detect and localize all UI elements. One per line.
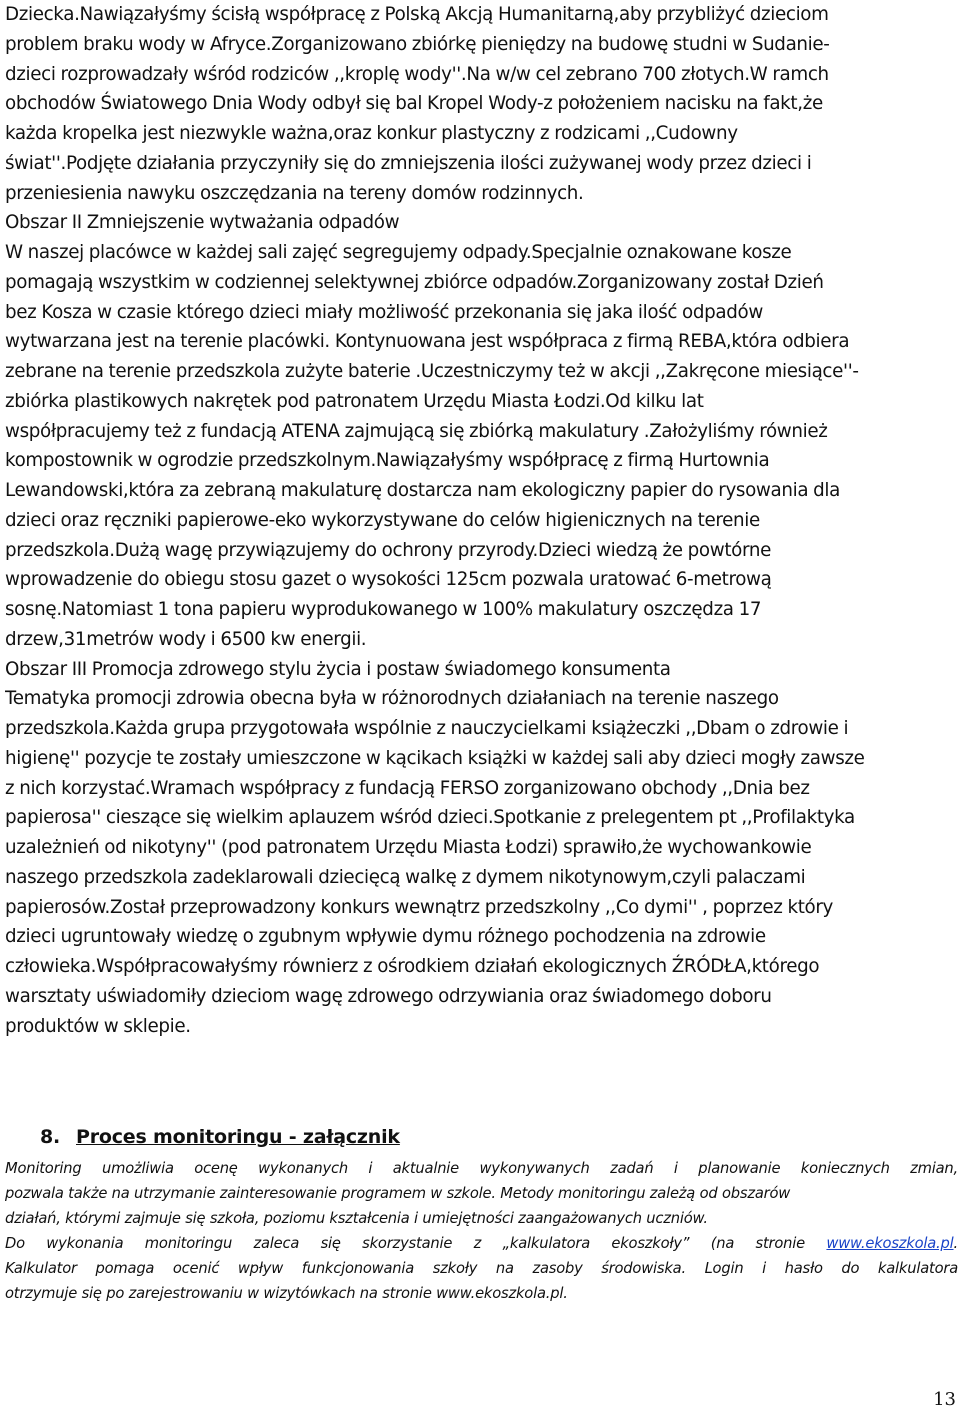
- section-heading: [40, 1126, 400, 1148]
- monitoring-line: [5, 1231, 958, 1256]
- body-line: każda kropelka jest niezwykle ważna,oraz konkur plastyczny z rodzicami ,,Cudowny: [5, 123, 738, 144]
- body-line: z nich korzystać.Wramach współpracy z fundacją FERSO zorganizowano obchody ,,Dnia bez: [5, 777, 810, 799]
- monitoring-text: Do wykonania monitoringu zaleca się skorzystanie z „kalkulatora ekoszkoły” (na stronie: [5, 1235, 827, 1253]
- body-line: dzieci ugruntowały wiedzę o zgubnym wpływie dymu różnego pochodzenia na zdrowie: [5, 926, 766, 948]
- body-line: bez Kosza w czasie którego dzieci miały możliwość przekonania się jaka ilość odpadów: [5, 301, 763, 323]
- body-line: sosnę.Natomiast 1 tona papieru wyprodukowanego w 100% makulatury oszczędza 17: [5, 599, 762, 620]
- body-line: zbiórka plastikowych nakrętek pod patronatem Urzędu Miasta Łodzi.Od kilku lat: [5, 390, 704, 412]
- body-line: Lewandowski,która za zebraną makulaturę dostarcza nam ekologiczny papier do rysowania dla: [5, 480, 840, 501]
- body-line: świat''.Podjęte działania przyczyniły się do zmniejszenia ilości zużywanej wody przez dzieci i: [5, 152, 812, 174]
- body-text: [5, 0, 955, 1041]
- body-line: współpracujemy też z fundacją ATENA zajmującą się zbiórką makulatury .Założyliśmy również: [5, 420, 828, 442]
- body-line: obchodów Światowego Dnia Wody odbył się bal Kropel Wody-z położeniem nacisku na fakt,że: [5, 93, 823, 115]
- ekoszkola-link[interactable]: www.ekoszkola.pl: [826, 1235, 954, 1253]
- monitoring-paragraph: [5, 1156, 958, 1307]
- body-line: kompostownik w ogrodzie przedszkolnym.Nawiązałyśmy współpracę z firmą Hurtownia: [5, 450, 770, 472]
- body-line: papierosa'' cieszące się wielkim aplauzem wśród dzieci.Spotkanie z prelegentem pt ,,Profilaktyka: [5, 807, 855, 829]
- body-line: wprowadzenie do obiegu stosu gazet o wysokości 125cm pozwala uratować 6-metrową: [5, 569, 772, 591]
- monitoring-line: pozwala także na utrzymanie zainteresowanie programem w szkole. Metody monitoringu zależą od obszarów: [5, 1185, 791, 1203]
- page-number: 13: [933, 1389, 956, 1410]
- body-line: wytwarzana jest na terenie placówki. Kontynuowana jest współpraca z firmą REBA,która odbiera: [5, 331, 850, 353]
- monitoring-line: Monitoring umożliwia ocenę wykonanych i aktualnie wykonywanych zadań i planowanie koniecznych zmian,: [5, 1160, 958, 1177]
- body-line: pomagają wszystkim w codziennej selektywnej zbiórce odpadów.Zorganizowany został Dzień: [5, 271, 824, 293]
- body-line: problem braku wody w Afryce.Zorganizowano zbiórkę pieniędzy na budowę studni w Sudanie-: [5, 33, 830, 55]
- body-line: naszego przedszkola zadeklarowali dziecięcą walkę z dymem nikotynowym,czyli palaczami: [5, 866, 806, 888]
- body-line: warsztaty uświadomiły dzieciom wagę zdrowego odrzywiania oraz świadomego doboru: [5, 985, 772, 1007]
- monitoring-line: otrzymuje się po zarejestrowaniu w wizytówkach na stronie www.ekoszkola.pl.: [5, 1285, 568, 1303]
- body-line: przeniesienia nawyku oszczędzania na tereny domów rodzinnych.: [5, 182, 584, 204]
- body-line: zebrane na terenie przedszkola zużyte baterie .Uczestniczymy też w akcji ,,Zakręcone miesiące''-: [5, 361, 859, 382]
- body-line: drzew,31metrów wody i 6500 kw energii.: [5, 628, 367, 650]
- body-line: przedszkola.Każda grupa przygotowała wspólnie z nauczycielkami książeczki ,,Dbam o zdrowie i: [5, 718, 849, 739]
- body-line: uzależnień od nikotyny'' (pod patronatem Urzędu Miasta Łodzi) sprawiło,że wychowankowie: [5, 837, 812, 858]
- body-line: Obszar III Promocja zdrowego stylu życia i postaw świadomego konsumenta: [5, 658, 671, 680]
- body-line: higienę'' pozycje te zostały umieszczone w kącikach książki w każdej sali aby dzieci mogły zawsze: [5, 747, 865, 769]
- section-title: Proces monitoringu - załącznik: [76, 1126, 400, 1148]
- body-line: Obszar II Zmniejszenie wytważania odpadów: [5, 212, 400, 234]
- body-line: Tematyka promocji zdrowia obecna była w różnorodnych działaniach na terenie naszego: [5, 688, 779, 710]
- body-line: przedszkola.Dużą wagę przywiązujemy do ochrony przyrody.Dzieci wiedzą że powtórne: [5, 539, 771, 561]
- body-line: produktów w sklepie.: [5, 1015, 191, 1037]
- monitoring-line: Kalkulator pomaga ocenić wpływ funkcjonowania szkoły na zasoby środowiska. Login i hasło do kalkulatora: [5, 1260, 958, 1278]
- body-line: W naszej placówce w każdej sali zajęć segregujemy odpady.Specjalnie oznakowane kosze: [5, 242, 792, 263]
- body-line: człowieka.Współpracowałyśmy równierz z ośrodkiem działań ekologicznych ŹRÓDŁA,którego: [5, 956, 820, 977]
- monitoring-text: .: [953, 1235, 958, 1253]
- section-number: 8.: [40, 1126, 61, 1148]
- body-line: dzieci rozprowadzały wśród rodziców ,,kroplę wody''.Na w/w cel zebrano 700 złotych.W ramch: [5, 63, 829, 85]
- body-line: papierosów.Został przeprowadzony konkurs wewnątrz przedszkolny ,,Co dymi'' , poprzez który: [5, 896, 833, 918]
- body-line: Dziecka.Nawiązałyśmy ścisłą współpracę z Polską Akcją Humanitarną,aby przybliżyć dzieciom: [5, 4, 829, 25]
- monitoring-line: działań, którymi zajmuje się szkoła, poziomu kształcenia i umiejętności zaangażowanych uczniów.: [5, 1210, 708, 1228]
- body-line: dzieci oraz ręczniki papierowe-eko wykorzystywane do celów higienicznych na terenie: [5, 509, 760, 531]
